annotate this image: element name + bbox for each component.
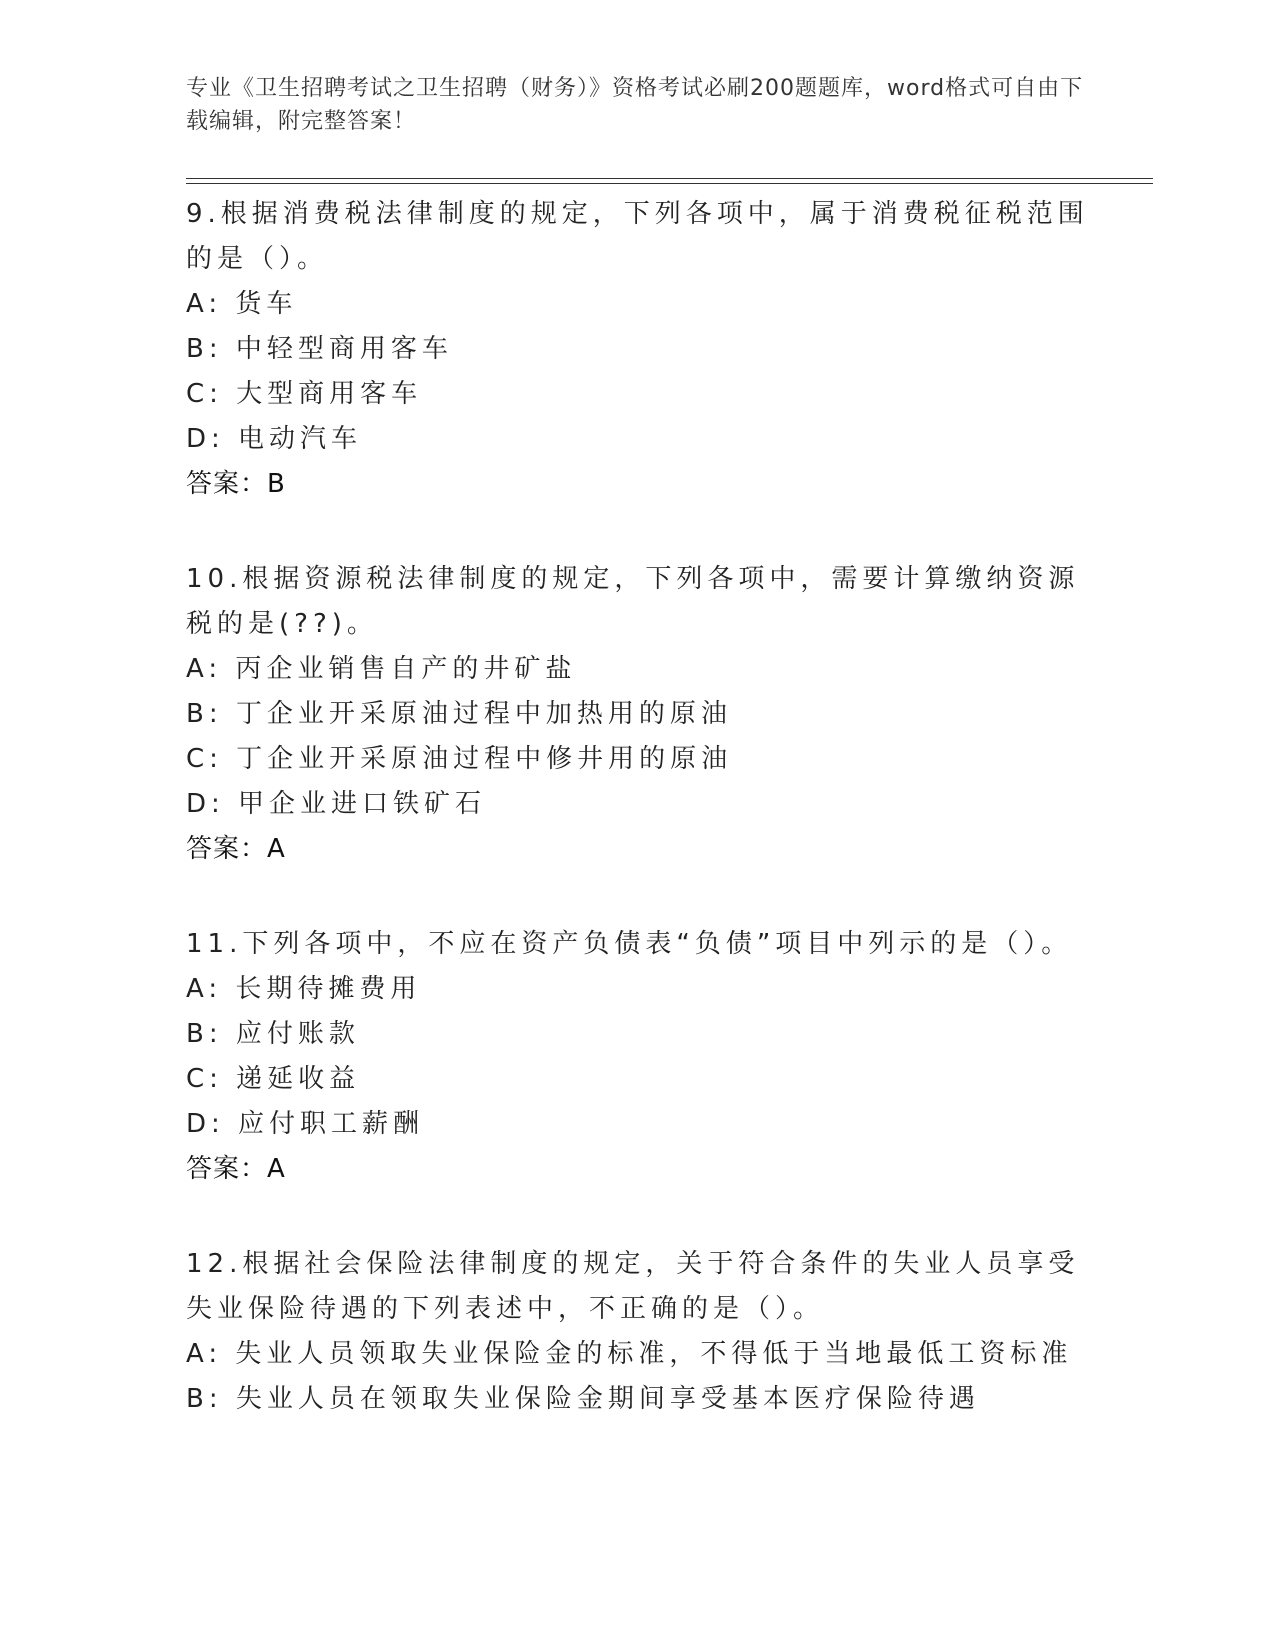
question-stem: 11.下列各项中，不应在资产负债表“负债”项目中列示的是（）。 <box>186 929 1073 959</box>
option-b: B: 中轻型商用客车 <box>186 334 453 364</box>
question-stem: 9.根据消费税法律制度的规定，下列各项中，属于消费税征税范围的是（）。 <box>186 199 1089 274</box>
document-header: 专业《卫生招聘考试之卫生招聘（财务）》资格考试必刷200题题库，word格式可自由下载编辑，附完整答案！ <box>186 76 1084 134</box>
option-b: B: 失业人员在领取失业保险金期间享受基本医疗保险待遇 <box>186 1384 980 1414</box>
option-d: D: 电动汽车 <box>186 424 363 454</box>
header-divider-top <box>186 178 1153 179</box>
answer-line: 答案：A <box>186 834 286 864</box>
question-12 <box>186 1242 1106 1422</box>
option-c: C: 丁企业开采原油过程中修井用的原油 <box>186 744 733 774</box>
answer-line: 答案：B <box>186 469 286 499</box>
answer-line: 答案：A <box>186 1154 286 1184</box>
option-c: C: 大型商用客车 <box>186 379 423 409</box>
option-d: D: 甲企业进口铁矿石 <box>186 789 487 819</box>
header-divider-bottom <box>186 183 1153 184</box>
option-b: B: 应付账款 <box>186 1019 360 1049</box>
question-9 <box>186 192 1106 507</box>
option-d: D: 应付职工薪酬 <box>186 1109 425 1139</box>
question-list <box>186 192 1106 1472</box>
option-a: A: 丙企业销售自产的井矿盐 <box>186 654 577 684</box>
question-10 <box>186 557 1106 872</box>
option-a: A: 长期待摊费用 <box>186 974 422 1004</box>
question-11 <box>186 922 1106 1192</box>
option-c: C: 递延收益 <box>186 1064 361 1094</box>
question-stem: 12.根据社会保险法律制度的规定，关于符合条件的失业人员享受失业保险待遇的下列表述中，不正确的是（）。 <box>186 1249 1080 1324</box>
question-stem: 10.根据资源税法律制度的规定，下列各项中，需要计算缴纳资源税的是(??)。 <box>186 564 1080 639</box>
option-b: B: 丁企业开采原油过程中加热用的原油 <box>186 699 732 729</box>
option-a: A: 失业人员领取失业保险金的标准，不得低于当地最低工资标准 <box>186 1339 1073 1369</box>
option-a: A: 货车 <box>186 289 298 319</box>
